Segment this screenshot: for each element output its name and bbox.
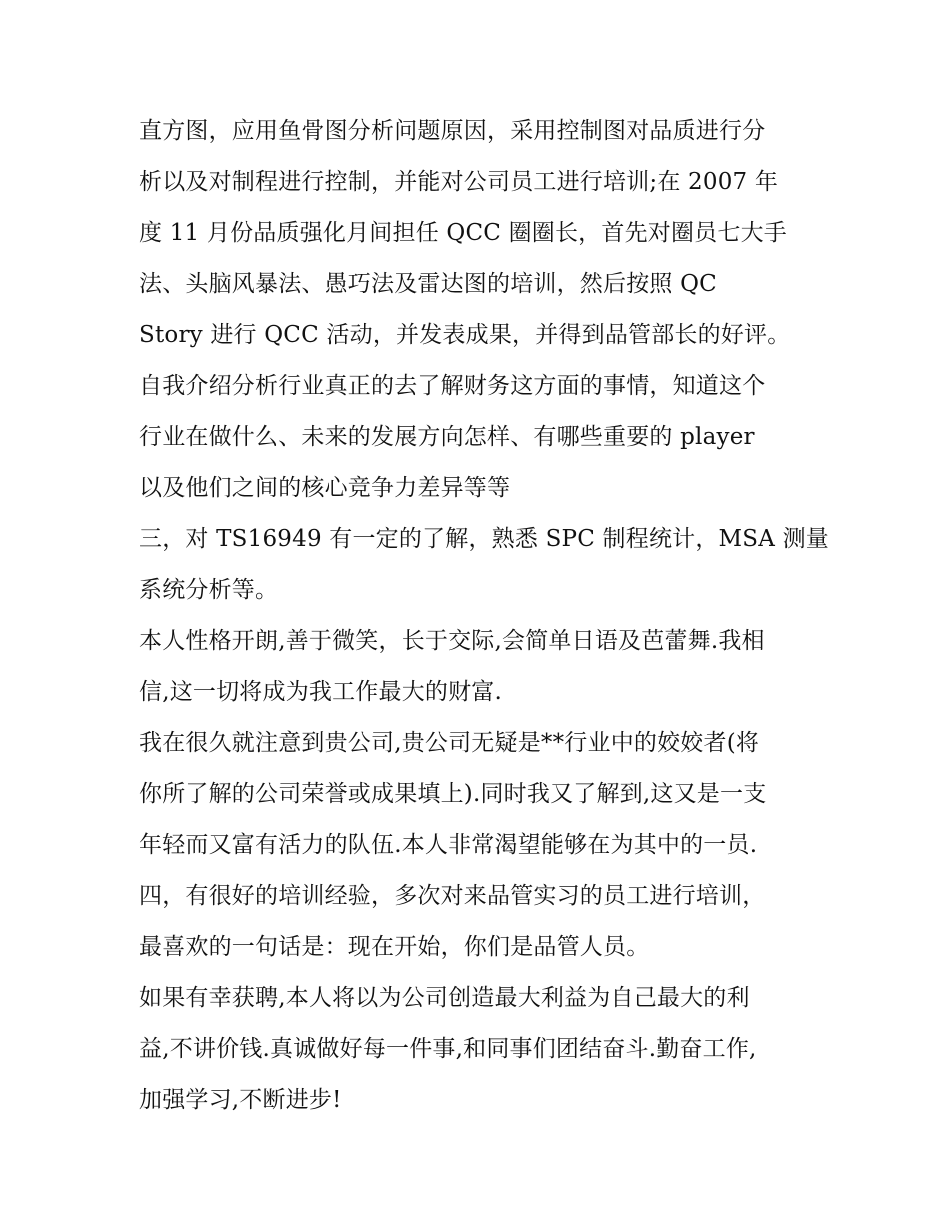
text-line: 行业在做什么、未来的发展方向怎样、有哪些重要的 player <box>139 424 755 450</box>
text-line: 你所了解的公司荣誉或成果填上).同时我又了解到,这又是一支 <box>139 781 767 807</box>
text-line: 四，有很好的培训经验，多次对来品管实习的员工进行培训， <box>139 883 766 909</box>
text-line: 信,这一切将成为我工作最大的财富. <box>139 679 503 705</box>
text-line: 法、头脑风暴法、愚巧法及雷达图的培训，然后按照 QC <box>139 271 717 297</box>
text-line: 益,不讲价钱.真诚做好每一件事,和同事们团结奋斗.勤奋工作, <box>139 1036 757 1062</box>
text-line: 直方图，应用鱼骨图分析问题原因，采用控制图对品质进行分 <box>139 118 766 144</box>
text-line: 自我介绍分析行业真正的去了解财务这方面的事情，知道这个 <box>139 373 766 399</box>
text-line: 度 11 月份品质强化月间担任 QCC 圈圈长，首先对圈员七大手 <box>139 220 787 246</box>
text-line: 年轻而又富有活力的队伍.本人非常渴望能够在为其中的一员. <box>139 832 758 858</box>
text-line: 以及他们之间的核心竞争力差异等等 <box>139 475 511 501</box>
text-line: 加强学习,不断进步! <box>139 1087 342 1113</box>
text-line: 如果有幸获聘,本人将以为公司创造最大利益为自己最大的利 <box>139 985 750 1011</box>
text-line: 三，对 TS16949 有一定的了解，熟悉 SPC 制程统计，MSA 测量 <box>139 526 829 552</box>
text-line: 系统分析等。 <box>139 577 279 603</box>
text-line: 我在很久就注意到贵公司,贵公司无疑是**行业中的姣姣者(将 <box>139 730 760 756</box>
text-line: 最喜欢的一句话是：现在开始，你们是品管人员。 <box>139 934 650 960</box>
text-line: 本人性格开朗,善于微笑，长于交际,会简单日语及芭蕾舞.我相 <box>139 628 765 654</box>
document-body <box>139 106 829 1126</box>
text-line: 析以及对制程进行控制，并能对公司员工进行培训;在 2007 年 <box>139 169 779 195</box>
text-line: Story 进行 QCC 活动，并发表成果，并得到品管部长的好评。 <box>139 322 791 348</box>
